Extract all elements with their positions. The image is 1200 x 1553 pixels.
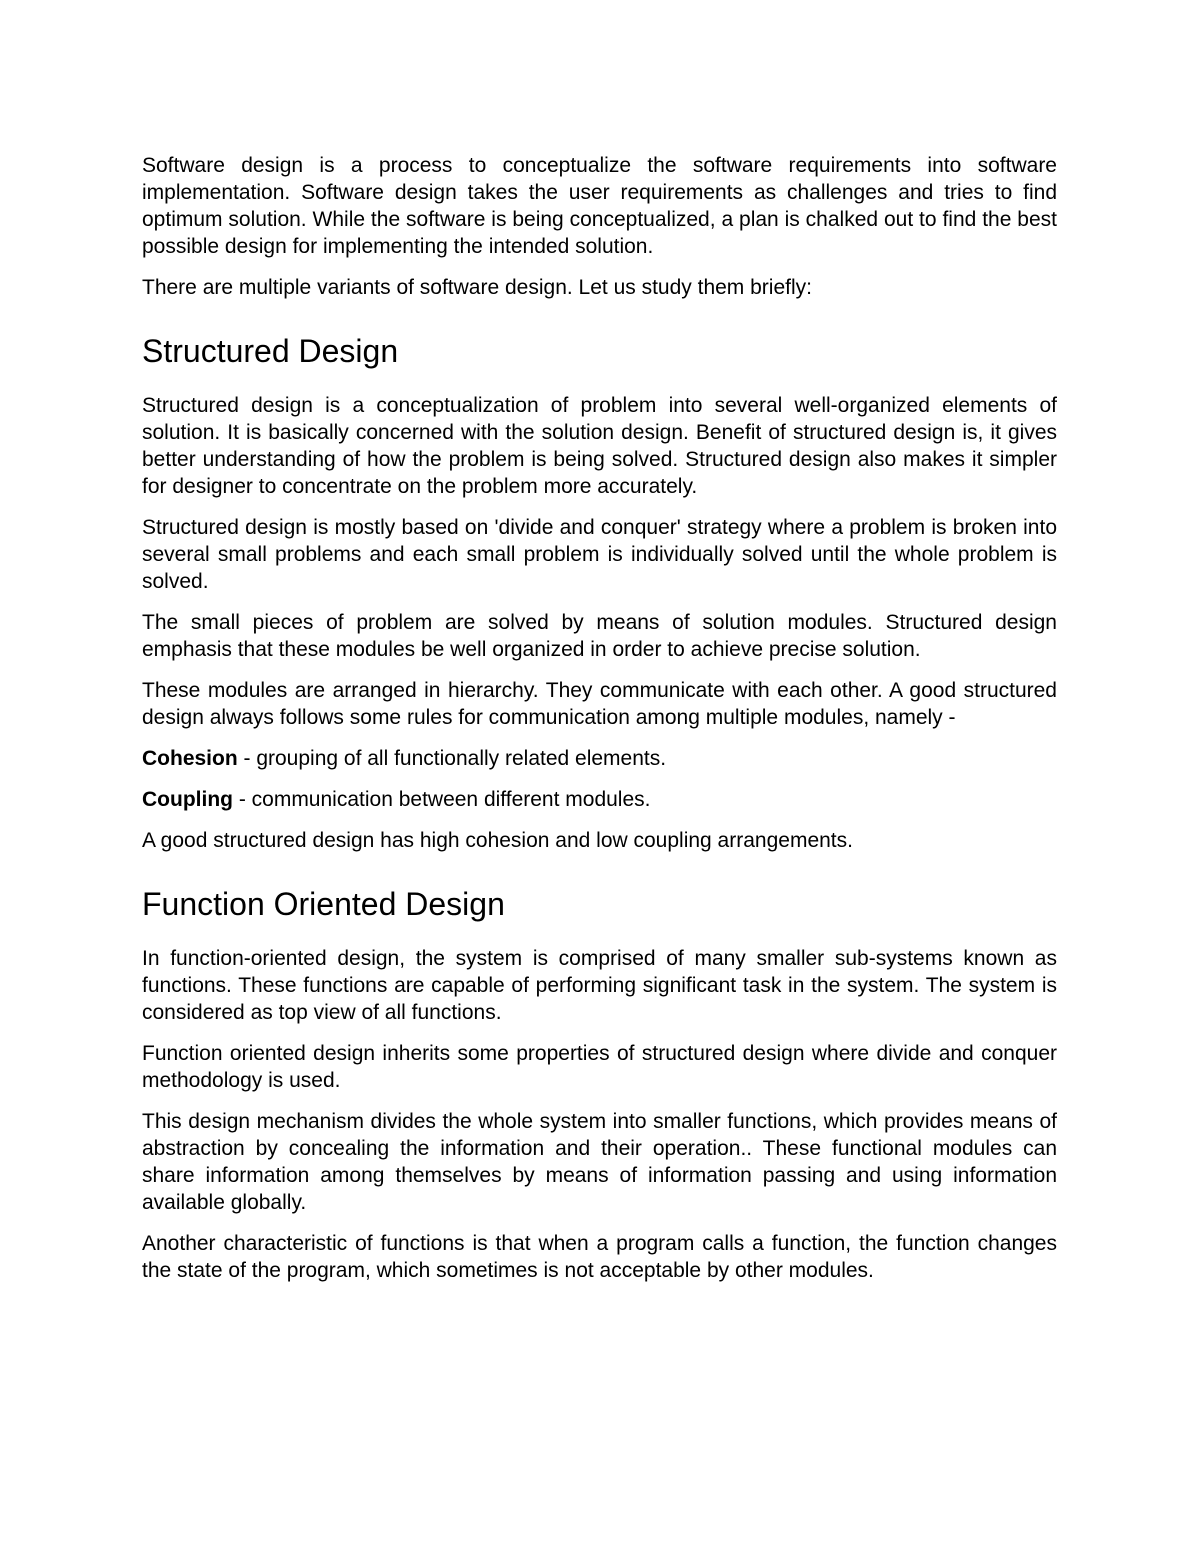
section-heading-structured-design: Structured Design bbox=[142, 333, 399, 369]
structured-paragraph-1: Structured design is a conceptualization of problem into several well-organized elements of solution. It is basically concerned with the solution design. Benefit of structured design is, it gives better understanding of how the problem is being solved. Structured design also makes it simpler for designer to concentrate on the problem more accurately. bbox=[142, 394, 1057, 498]
coupling-text: - communication between different modules. bbox=[232, 788, 651, 811]
coupling-definition bbox=[142, 786, 1057, 813]
intro-paragraph-1: Software design is a process to conceptualize the software requirements into software implementation. Software design takes the user requirements as challenges and tries to find optimum solution. While the software is being conceptualized, a plan is chalked out to find the best possible design for implementing the intended solution. bbox=[142, 154, 1057, 258]
cohesion-text: - grouping of all functionally related elements. bbox=[237, 747, 667, 770]
function-paragraph-1: In function-oriented design, the system is comprised of many smaller sub-systems known as functions. These functions are capable of performing significant task in the system. The system is considered as top view of all functions. bbox=[142, 947, 1057, 1024]
document-page bbox=[142, 152, 1057, 1298]
structured-paragraph-5: A good structured design has high cohesion and low coupling arrangements. bbox=[142, 829, 853, 852]
function-paragraph-3: This design mechanism divides the whole system into smaller functions, which provides means of abstraction by concealing the information and their operation.. These functional modules can share information among themselves by means of information passing and using information available globally. bbox=[142, 1110, 1057, 1214]
section-heading-function-oriented-design: Function Oriented Design bbox=[142, 886, 505, 922]
structured-paragraph-2: Structured design is mostly based on 'divide and conquer' strategy where a problem is broken into several small problems and each small problem is individually solved until the whole problem is solved. bbox=[142, 516, 1057, 593]
function-paragraph-2: Function oriented design inherits some properties of structured design where divide and conquer methodology is used. bbox=[142, 1042, 1057, 1092]
intro-paragraph-2: There are multiple variants of software design. Let us study them briefly: bbox=[142, 276, 812, 299]
structured-paragraph-3: The small pieces of problem are solved by means of solution modules. Structured design emphasis that these modules be well organized in order to achieve precise solution. bbox=[142, 611, 1057, 661]
cohesion-term: Cohesion bbox=[142, 747, 238, 770]
cohesion-definition bbox=[142, 745, 1057, 772]
coupling-term: Coupling bbox=[142, 788, 233, 811]
function-paragraph-4: Another characteristic of functions is that when a program calls a function, the function changes the state of the program, which sometimes is not acceptable by other modules. bbox=[142, 1232, 1057, 1282]
structured-paragraph-4: These modules are arranged in hierarchy. They communicate with each other. A good structured design always follows some rules for communication among multiple modules, namely - bbox=[142, 679, 1057, 729]
